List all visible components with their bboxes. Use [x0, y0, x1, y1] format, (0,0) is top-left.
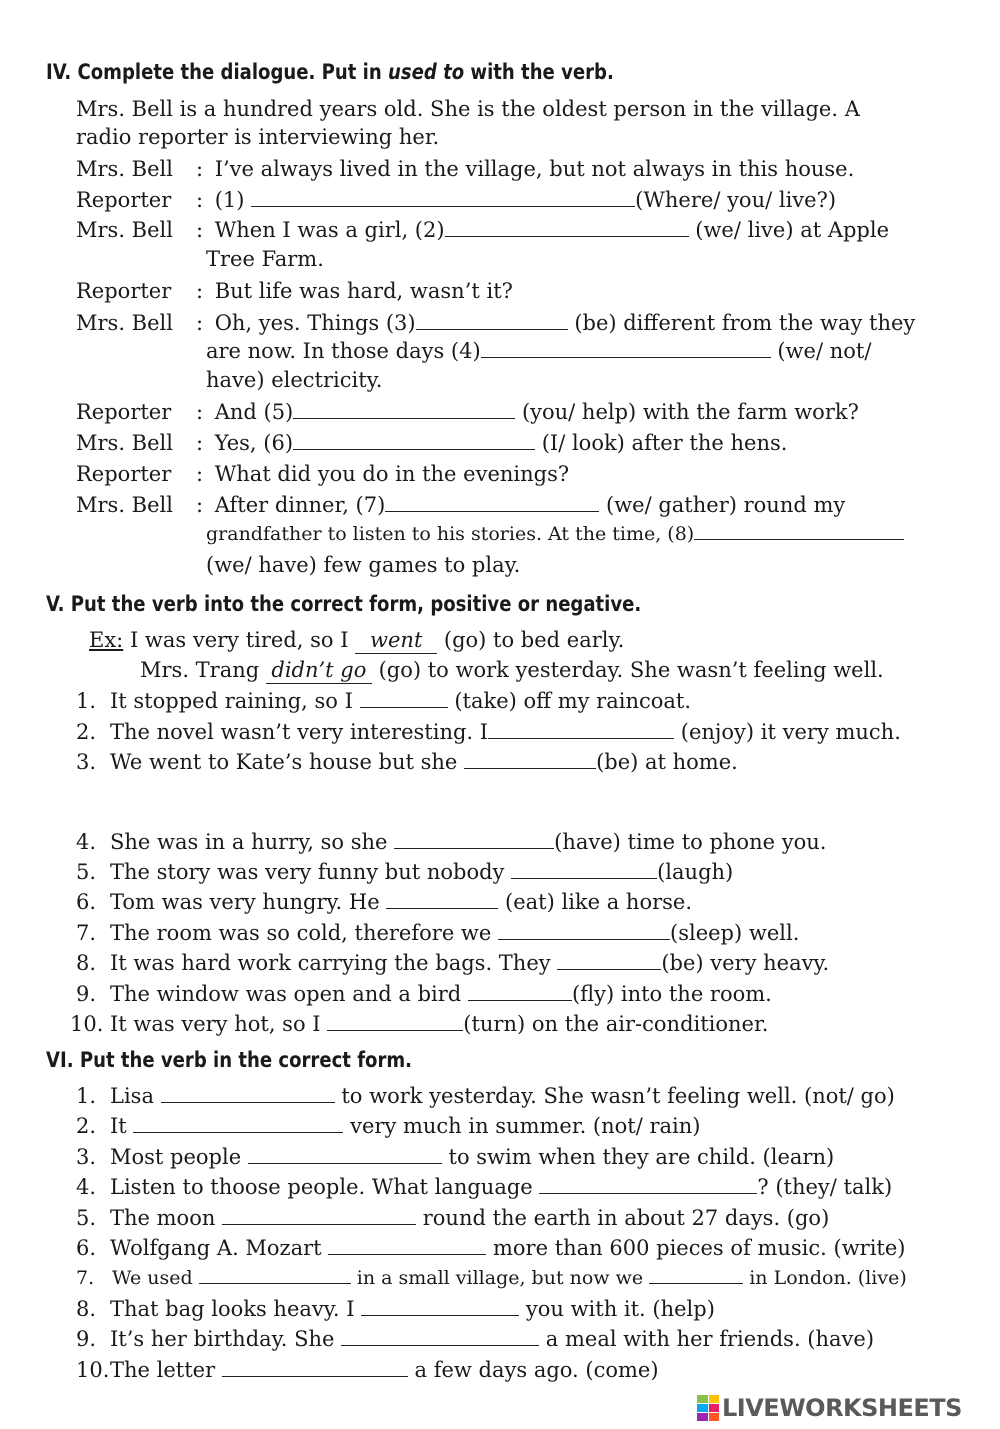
brand-name: LIVEWORKSHEETS — [722, 1394, 962, 1422]
dialogue-line: Reporter : What did you do in the evenings? — [76, 462, 570, 486]
dialogue-continuation: have) electricity. — [206, 368, 383, 392]
answer-blank-6[interactable] — [293, 431, 535, 450]
dialogue-line: Mrs. Bell : After dinner, (7) (we/ gather) round my — [76, 493, 846, 517]
example-1: Ex: I was very tired, so I went (go) to bed early. — [89, 628, 625, 652]
dialogue-line: Reporter : (1) (Where/ you/ live?) — [76, 188, 837, 212]
answer-blank[interactable] — [464, 750, 596, 769]
exercise-item: 10.The letter a few days ago. (come) — [76, 1358, 659, 1382]
answer-blank-4[interactable] — [481, 339, 771, 358]
liveworksheets-logo-icon — [697, 1395, 719, 1421]
answer-blank-3[interactable] — [416, 311, 568, 330]
exercise-item: 9. The window was open and a bird (fly) into the room. — [76, 982, 772, 1006]
dialogue-line: Reporter : And (5) (you/ help) with the farm work? — [76, 400, 859, 424]
dialogue-line: Mrs. Bell : Oh, yes. Things (3) (be) different from the way they — [76, 311, 916, 335]
example-2: Mrs. Trang didn’t go (go) to work yesterday. She wasn’t feeling well. — [140, 658, 884, 682]
dialogue-line: Mrs. Bell : Yes, (6) (I/ look) after the hens. — [76, 431, 788, 455]
dialogue-line: Reporter : But life was hard, wasn’t it? — [76, 279, 513, 303]
answer-blank-7[interactable] — [385, 493, 599, 512]
answer-blank[interactable] — [488, 720, 674, 739]
liveworksheets-logo[interactable] — [697, 1392, 962, 1424]
section-6-title: VI. Put the verb in the correct form. — [46, 1048, 413, 1072]
answer-blank[interactable] — [327, 1012, 463, 1031]
exercise-item: 5. The story was very funny but nobody (laugh) — [76, 860, 734, 884]
answer-blank-5[interactable] — [293, 400, 515, 419]
answer-blank[interactable] — [222, 1358, 408, 1377]
exercise-item: 1. Lisa to work yesterday. She wasn’t feeling well. (not/ go) — [76, 1084, 895, 1108]
exercise-item: 7. The room was so cold, therefore we (sleep) well. — [76, 921, 800, 945]
exercise-item: 3. We went to Kate’s house but she (be) at home. — [76, 750, 738, 774]
answer-blank[interactable] — [248, 1145, 442, 1164]
answer-blank[interactable] — [360, 689, 448, 708]
dialogue-continuation: Tree Farm. — [206, 247, 324, 271]
exercise-item: 9. It’s her birthday. She a meal with her friends. (have) — [76, 1327, 875, 1351]
exercise-item: 8. That bag looks heavy. I you with it. (help) — [76, 1297, 715, 1321]
dialogue-line: Mrs. Bell : I’ve always lived in the village, but not always in this house. — [76, 157, 855, 181]
exercise-item: 1. It stopped raining, so I (take) off my raincoat. — [76, 689, 692, 713]
answer-blank[interactable] — [498, 921, 670, 940]
exercise-item: 6. Tom was very hungry. He (eat) like a horse. — [76, 890, 693, 914]
answer-blank[interactable] — [361, 1297, 519, 1316]
answer-blank[interactable] — [394, 830, 554, 849]
answer-blank[interactable] — [386, 890, 498, 909]
answer-blank[interactable] — [468, 982, 572, 1001]
dialogue-continuation: are now. In those days (4) (we/ not/ — [206, 339, 872, 363]
exercise-item: 4. She was in a hurry, so she (have) time to phone you. — [76, 830, 827, 854]
answer-blank-2[interactable] — [445, 218, 689, 237]
exercise-item: 7. We used in a small village, but now we in London. (live) — [76, 1267, 907, 1289]
exercise-item: 2. The novel wasn’t very interesting. I (enjoy) it very much. — [76, 720, 901, 744]
answer-blank[interactable] — [328, 1236, 486, 1255]
example-answer-1: went — [355, 627, 437, 654]
answer-blank-1[interactable] — [251, 188, 635, 207]
answer-blank[interactable] — [133, 1114, 343, 1133]
exercise-item: 6. Wolfgang A. Mozart more than 600 pieces of music. (write) — [76, 1236, 906, 1260]
exercise-item: 8. It was hard work carrying the bags. They (be) very heavy. — [76, 951, 830, 975]
answer-blank[interactable] — [557, 951, 661, 970]
exercise-item: 3. Most people to swim when they are child. (learn) — [76, 1145, 835, 1169]
section-5-title: V. Put the verb into the correct form, positive or negative. — [46, 592, 642, 616]
example-answer-2: didn’t go — [266, 657, 372, 684]
exercise-item: 2. It very much in summer. (not/ rain) — [76, 1114, 701, 1138]
answer-blank[interactable] — [341, 1327, 539, 1346]
exercise-item: 4. Listen to thoose people. What language ? (they/ talk) — [76, 1175, 893, 1199]
answer-blank[interactable] — [222, 1206, 416, 1225]
answer-blank-8[interactable] — [694, 521, 904, 540]
intro-line-1: Mrs. Bell is a hundred years old. She is the oldest person in the village. A — [76, 97, 860, 121]
answer-blank[interactable] — [199, 1265, 351, 1284]
answer-blank[interactable] — [511, 860, 657, 879]
answer-blank[interactable] — [161, 1084, 335, 1103]
exercise-item: 5. The moon round the earth in about 27 days. (go) — [76, 1206, 830, 1230]
dialogue-continuation: grandfather to listen to his stories. At the time, (8) — [206, 521, 904, 547]
answer-blank[interactable] — [649, 1265, 743, 1284]
dialogue-line: Mrs. Bell : When I was a girl, (2) (we/ live) at Apple — [76, 218, 890, 242]
section-4-title: IV. Complete the dialogue. Put in used to with the verb. — [46, 60, 614, 84]
intro-line-2: radio reporter is interviewing her. — [76, 125, 440, 149]
answer-blank[interactable] — [539, 1175, 757, 1194]
dialogue-continuation: (we/ have) few games to play. — [206, 553, 521, 577]
exercise-item: 10. It was very hot, so I (turn) on the air-conditioner. — [70, 1012, 769, 1036]
